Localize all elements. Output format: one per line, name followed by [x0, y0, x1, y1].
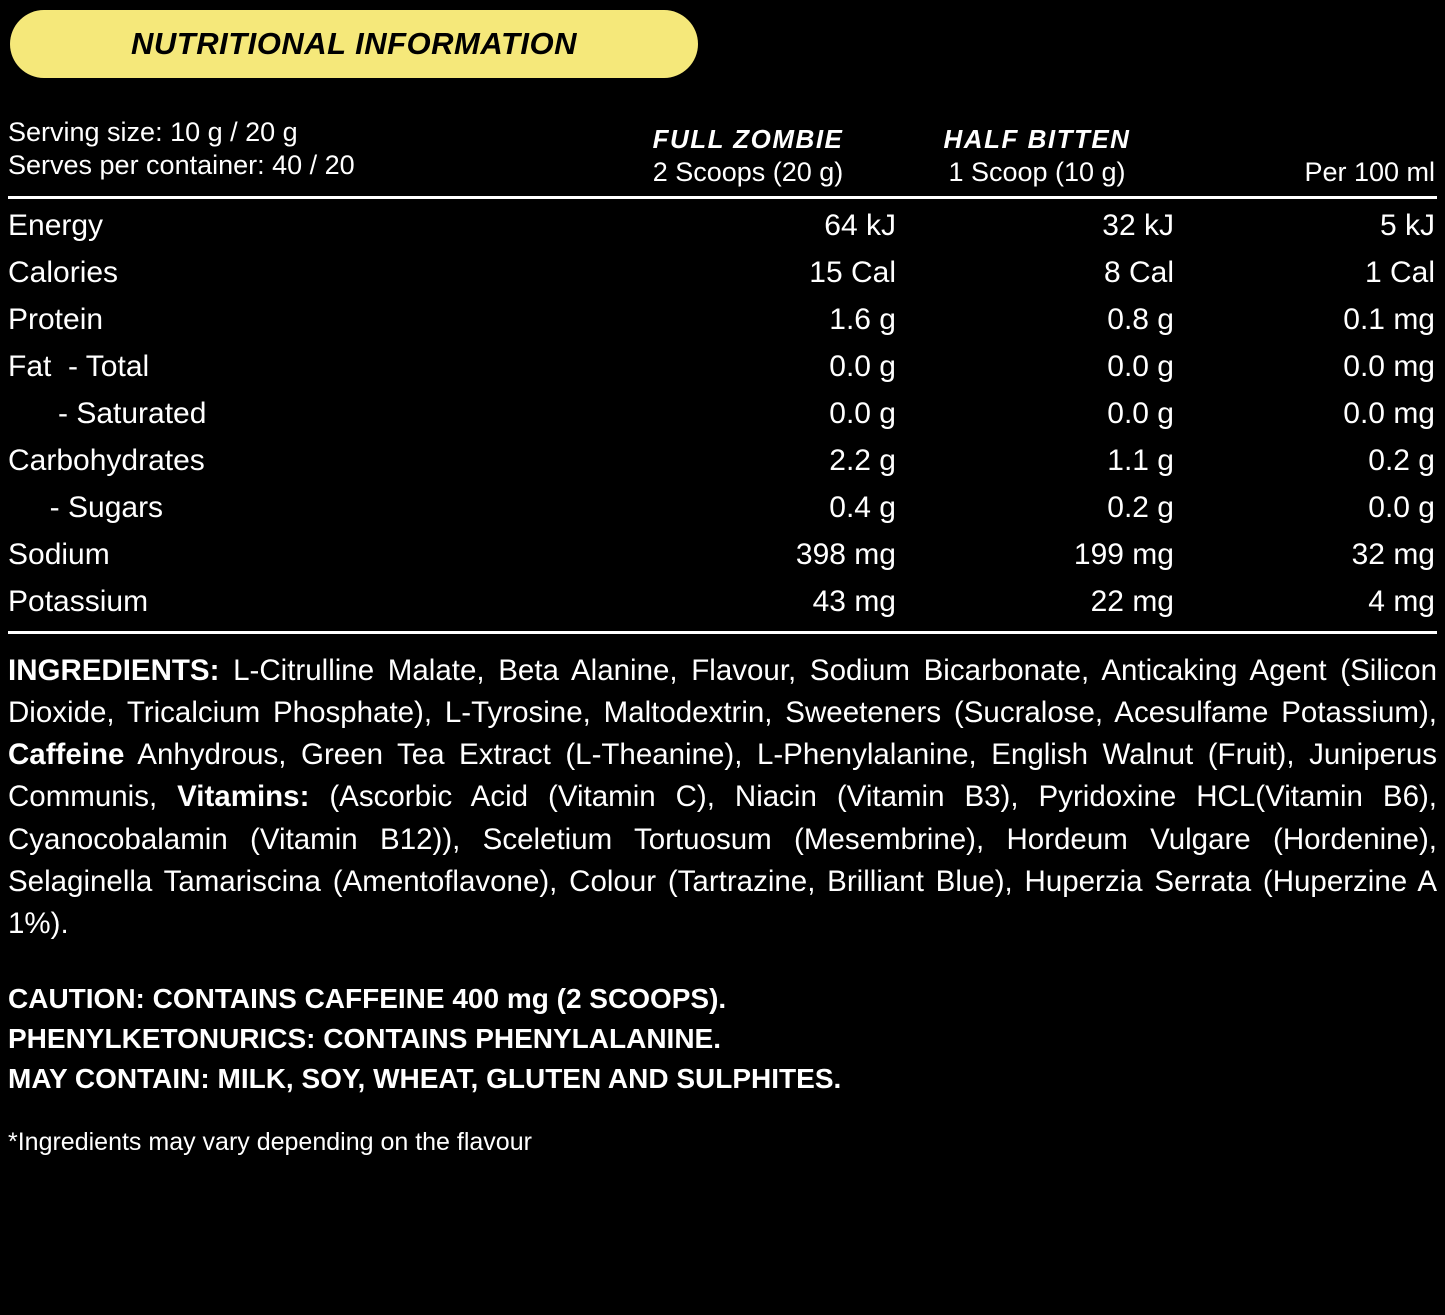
caution-phenylketonurics: PHENYLKETONURICS: CONTAINS PHENYLALANINE. — [8, 1022, 722, 1054]
serving-info — [8, 116, 598, 197]
row-value-full: 2.2 g — [829, 443, 896, 477]
row-value-full: 43 mg — [812, 584, 896, 618]
table-row — [8, 246, 1437, 293]
row-value-half: 8 Cal — [1103, 255, 1174, 289]
caution-caffeine: CAUTION: CONTAINS CAFFEINE 400 mg (2 SCOOPS). — [8, 983, 727, 1015]
row-value-full: 398 mg — [795, 537, 896, 571]
table-bottom-divider — [8, 631, 1437, 634]
row-label: - Sugars — [8, 490, 164, 524]
row-value-per100: 0.0 mg — [1343, 396, 1435, 430]
row-value-full: 0.4 g — [829, 490, 896, 524]
row-label: Fat - Total — [8, 349, 150, 383]
row-value-full: 0.0 g — [829, 349, 896, 383]
row-label: Carbohydrates — [8, 443, 205, 477]
table-row — [8, 387, 1437, 434]
column-header-half-bitten — [898, 116, 1176, 197]
row-value-half: 0.2 g — [1107, 490, 1174, 524]
row-label: Sodium — [8, 537, 110, 571]
row-value-full: 1.6 g — [829, 302, 896, 336]
ingredients-bold-vitamins: Vitamins: — [177, 780, 310, 814]
row-value-half: 32 kJ — [1102, 208, 1174, 242]
caution-may-contain: MAY CONTAIN: MILK, SOY, WHEAT, GLUTEN AND SULPHITES. — [8, 1062, 842, 1094]
row-label: - Saturated — [8, 396, 207, 430]
row-label: Calories — [8, 255, 119, 289]
row-value-full: 15 Cal — [809, 255, 896, 289]
column-brand-full-zombie: FULL ZOMBIE — [652, 123, 844, 154]
table-row — [8, 293, 1437, 340]
row-label: Potassium — [8, 584, 149, 618]
row-value-half: 0.0 g — [1107, 396, 1174, 430]
row-value-half: 0.0 g — [1107, 349, 1174, 383]
column-brand-half-bitten: HALF BITTEN — [943, 123, 1131, 154]
nutrition-table — [8, 116, 1437, 629]
column-sub-per-100ml: Per 100 ml — [1304, 156, 1435, 187]
ingredients-heading: INGREDIENTS: — [8, 653, 220, 687]
row-value-half: 1.1 g — [1107, 443, 1174, 477]
table-header-row — [8, 116, 1437, 197]
caution-block — [8, 979, 1437, 1098]
panel-title-pill — [10, 10, 698, 78]
row-value-half: 22 mg — [1090, 584, 1174, 618]
table-row — [8, 340, 1437, 387]
page-title: NUTRITIONAL INFORMATION — [130, 26, 578, 61]
table-row — [8, 197, 1437, 246]
row-value-full: 64 kJ — [824, 208, 896, 242]
table-row — [8, 434, 1437, 481]
table-row — [8, 528, 1437, 575]
row-value-per100: 32 mg — [1351, 537, 1435, 571]
row-label: Energy — [8, 208, 104, 242]
row-value-per100: 0.1 mg — [1343, 302, 1435, 336]
row-value-per100: 4 mg — [1368, 584, 1435, 618]
row-value-per100: 0.0 mg — [1343, 349, 1435, 383]
row-value-per100: 0.2 g — [1368, 443, 1435, 477]
row-value-half: 199 mg — [1073, 537, 1174, 571]
table-row — [8, 481, 1437, 528]
ingredients-text-2: Anhydrous, Green Tea Extract (L-Theanine), L-Phenylalanine, English Walnut (Fruit), Juniperus Communis, — [8, 738, 1437, 814]
row-label: Protein — [8, 302, 104, 336]
serving-size: Serving size: 10 g / 20 g — [8, 117, 298, 147]
table-row — [8, 575, 1437, 629]
ingredients-text-1: L-Citrulline Malate, Beta Alanine, Flavour, Sodium Bicarbonate, Anticaking Agent (Silicon Dioxide, Tricalcium Phosphate), L-Tyrosine, Maltodextrin, Sweeteners (Sucralose, Acesulfame Potassium), — [8, 653, 1437, 730]
column-header-per-100ml — [1176, 116, 1437, 197]
ingredients-text-3: (Ascorbic Acid (Vitamin C), Niacin (Vitamin B3), Pyridoxine HCL(Vitamin B6), Cyanocobalamin (Vitamin B12)), Sceletium Tortuosum (Mesembrine), Hordeum Vulgare (Hordenine), Selaginella Tamariscina (Amentoflavone), Colour (Tartrazine, Brilliant Blue), Huperzia Serrata (Huperzine A 1%). — [8, 780, 1437, 940]
row-value-per100: 0.0 g — [1368, 490, 1435, 524]
nutrition-panel — [0, 10, 1445, 1315]
row-value-per100: 1 Cal — [1364, 255, 1435, 289]
ingredients-bold-caffeine: Caffeine — [8, 738, 125, 772]
column-sub-full-zombie: 2 Scoops (20 g) — [652, 156, 844, 187]
ingredients-paragraph — [8, 650, 1437, 945]
row-value-half: 0.8 g — [1107, 302, 1174, 336]
column-header-full-zombie — [598, 116, 898, 197]
footnote: *Ingredients may vary depending on the flavour — [8, 1128, 532, 1157]
serves-per-container: Serves per container: 40 / 20 — [8, 149, 355, 180]
column-sub-half-bitten: 1 Scoop (10 g) — [948, 156, 1126, 187]
row-value-per100: 5 kJ — [1379, 208, 1435, 242]
row-value-full: 0.0 g — [829, 396, 896, 430]
